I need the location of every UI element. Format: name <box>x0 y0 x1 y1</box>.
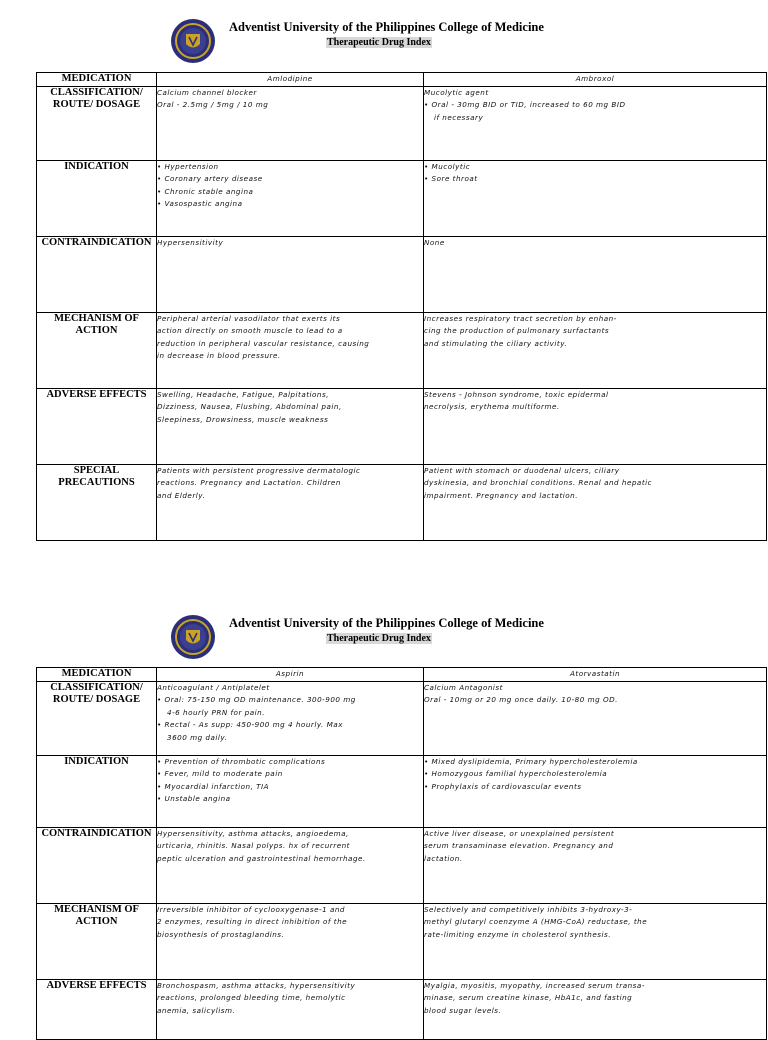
mechanism-row <box>37 312 767 388</box>
cell-line: Oral - 10mg or 20 mg once daily. 10-80 mg OD. <box>424 695 618 704</box>
cell-line: Peripheral arterial vasodilator that exerts its <box>157 313 341 323</box>
cell-line: Irreversible inhibitor of cyclooxygenase-1 and <box>157 904 345 914</box>
cell-line: • Oral - 30mg BID or TID, increased to 60 mg BID <box>424 100 626 109</box>
mechanism-cell <box>424 312 767 388</box>
university-name: Adventist University of the Philippines College of Medicine <box>229 20 544 34</box>
cell-line: Oral - 2.5mg / 5mg / 10 mg <box>157 100 269 109</box>
cell-line: Stevens - Johnson syndrome, toxic epidermal <box>424 389 609 399</box>
contraindication-row <box>37 236 767 312</box>
cell-line: None <box>424 237 445 247</box>
cell-line: Anticoagulant / Antiplatelet <box>157 682 270 692</box>
adverse-effects-row <box>37 979 767 1039</box>
cell-line: dyskinesia, and bronchial conditions. Renal and hepatic <box>424 478 653 487</box>
cell-line: • Myocardial infarction, TIA <box>157 781 270 791</box>
contraindication-label: CONTRAINDICATION <box>37 236 157 312</box>
classification-label: CLASSIFICATION/ ROUTE/ DOSAGE <box>37 681 157 755</box>
cell-line: necrolysis, erythema multiforme. <box>424 402 560 411</box>
drug-name: Atorvastatin <box>424 668 767 682</box>
classification-cell <box>424 681 767 755</box>
indication-cell <box>424 160 767 236</box>
adverse-effects-cell <box>424 979 767 1039</box>
cell-line: • Coronary artery disease <box>157 174 263 183</box>
cell-line: blood sugar levels. <box>424 1005 502 1015</box>
cell-line: methyl glutaryl coenzyme A (HMG-CoA) reductase, the <box>424 917 648 926</box>
classification-row <box>37 681 767 755</box>
medication-row <box>37 668 767 682</box>
cell-line: • Prevention of thrombotic complications <box>157 756 326 766</box>
cell-line: 3600 mg daily. <box>167 732 228 742</box>
university-seal-icon <box>170 18 216 64</box>
cell-line: • Unstable angina <box>157 794 231 803</box>
drug-name: Amlodipine <box>157 73 424 87</box>
mechanism-label: MECHANISM OF ACTION <box>37 312 157 388</box>
adverse-effects-cell <box>424 388 767 464</box>
mechanism-cell <box>157 312 424 388</box>
classification-row <box>37 86 767 160</box>
medication-label: MEDICATION <box>37 668 157 682</box>
cell-line: Calcium channel blocker <box>157 87 257 97</box>
cell-line: 2 enzymes, resulting in direct inhibition of the <box>157 917 348 926</box>
cell-line: anemia, salicylism. <box>157 1005 236 1015</box>
contraindication-cell <box>424 827 767 903</box>
cell-line: and Elderly. <box>157 490 206 500</box>
mechanism-label: MECHANISM OF ACTION <box>37 903 157 979</box>
special-precautions-cell <box>424 464 767 540</box>
cell-line: 4-6 hourly PRN for pain. <box>167 707 265 717</box>
cell-line: Patient with stomach or duodenal ulcers, ciliary <box>424 465 620 475</box>
cell-line: Mucolytic agent <box>424 87 489 97</box>
page2-drug-table <box>36 667 767 1040</box>
mechanism-cell <box>157 903 424 979</box>
page1-drug-table <box>36 72 767 541</box>
contraindication-cell <box>424 236 767 312</box>
cell-line: Hypersensitivity <box>157 237 224 247</box>
cell-line: • Prophylaxis of cardiovascular events <box>424 781 582 791</box>
cell-line: Bronchospasm, asthma attacks, hypersensitivity <box>157 980 356 990</box>
cell-line: Hypersensitivity, asthma attacks, angioedema, <box>157 828 349 838</box>
mechanism-row <box>37 903 767 979</box>
contraindication-cell <box>157 236 424 312</box>
cell-line: reactions. Pregnancy and Lactation. Children <box>157 478 341 487</box>
drug-name: Aspirin <box>157 668 424 682</box>
indication-row <box>37 160 767 236</box>
indication-row <box>37 755 767 827</box>
cell-line: Increases respiratory tract secretion by enhan- <box>424 313 617 323</box>
cell-line: action directly on smooth muscle to lead to a <box>157 326 343 335</box>
cell-line: peptic ulceration and gastrointestinal hemorrhage. <box>157 853 366 863</box>
university-name: Adventist University of the Philippines College of Medicine <box>229 616 544 630</box>
cell-line: • Vasospastic angina <box>157 199 243 208</box>
indication-cell <box>157 755 424 827</box>
cell-line: in decrease in blood pressure. <box>157 351 281 360</box>
cell-line: Selectively and competitively inhibits 3-hydroxy-3- <box>424 904 633 914</box>
cell-line: impairment. Pregnancy and lactation. <box>424 490 578 500</box>
cell-line: cing the production of pulmonary surfactants <box>424 326 610 335</box>
special-precautions-row <box>37 464 767 540</box>
cell-line: if necessary <box>434 112 484 122</box>
cell-line: • Homozygous familial hypercholesterolemia <box>424 769 608 778</box>
cell-line: and stimulating the ciliary activity. <box>424 338 568 348</box>
cell-line: • Chronic stable angina <box>157 186 254 196</box>
indication-label: INDICATION <box>37 755 157 827</box>
classification-cell <box>157 681 424 755</box>
classification-cell <box>157 86 424 160</box>
document-subtitle: Therapeutic Drug Index <box>327 633 431 644</box>
cell-line: reactions, prolonged bleeding time, hemolytic <box>157 993 346 1002</box>
cell-line: Myalgia, myositis, myopathy, increased serum transa- <box>424 980 645 990</box>
mechanism-cell <box>424 903 767 979</box>
special-precautions-cell <box>157 464 424 540</box>
cell-line: • Fever, mild to moderate pain <box>157 769 283 778</box>
cell-line: • Mucolytic <box>424 161 471 171</box>
indication-cell <box>424 755 767 827</box>
cell-line: Patients with persistent progressive dermatologic <box>157 465 361 475</box>
cell-line: Dizziness, Nausea, Flushing, Abdominal pain, <box>157 402 342 411</box>
drug-name: Ambroxol <box>424 73 767 87</box>
cell-line: lactation. <box>424 853 463 863</box>
cell-line: minase, serum creatine kinase, HbA1c, and fasting <box>424 993 633 1002</box>
cell-line: reduction in peripheral vascular resistance, causing <box>157 338 370 348</box>
cell-line: Swelling, Headache, Fatigue, Palpitations, <box>157 389 330 399</box>
classification-cell <box>424 86 767 160</box>
adverse-effects-label: ADVERSE EFFECTS <box>37 388 157 464</box>
cell-line: Active liver disease, or unexplained persistent <box>424 828 615 838</box>
adverse-effects-row <box>37 388 767 464</box>
cell-line: • Hypertension <box>157 161 219 171</box>
page1-header <box>0 18 768 78</box>
medication-row <box>37 73 767 87</box>
university-seal-icon <box>170 614 216 660</box>
contraindication-label: CONTRAINDICATION <box>37 827 157 903</box>
cell-line: Sleepiness, Drowsiness, muscle weakness <box>157 414 329 424</box>
cell-line: rate-limiting enzyme in cholesterol synthesis. <box>424 929 612 939</box>
adverse-effects-cell <box>157 979 424 1039</box>
document-subtitle: Therapeutic Drug Index <box>327 37 431 48</box>
cell-line: urticaria, rhinitis. Nasal polyps. hx of recurrent <box>157 841 350 850</box>
indication-label: INDICATION <box>37 160 157 236</box>
cell-line: • Rectal - As supp: 450-900 mg 4 hourly. Max <box>157 720 343 729</box>
indication-cell <box>157 160 424 236</box>
cell-line: • Sore throat <box>424 174 478 183</box>
cell-line: Calcium Antagonist <box>424 682 503 692</box>
cell-line: • Mixed dyslipidemia, Primary hypercholesterolemia <box>424 756 638 766</box>
cell-line: biosynthesis of prostaglandins. <box>157 929 285 939</box>
page2-header <box>0 614 768 674</box>
adverse-effects-label: ADVERSE EFFECTS <box>37 979 157 1039</box>
classification-label: CLASSIFICATION/ ROUTE/ DOSAGE <box>37 86 157 160</box>
cell-line: serum transaminase elevation. Pregnancy and <box>424 841 614 850</box>
contraindication-row <box>37 827 767 903</box>
special-precautions-label: SPECIAL PRECAUTIONS <box>37 464 157 540</box>
cell-line: • Oral: 75-150 mg OD maintenance. 300-900 mg <box>157 695 356 704</box>
contraindication-cell <box>157 827 424 903</box>
medication-label: MEDICATION <box>37 73 157 87</box>
adverse-effects-cell <box>157 388 424 464</box>
